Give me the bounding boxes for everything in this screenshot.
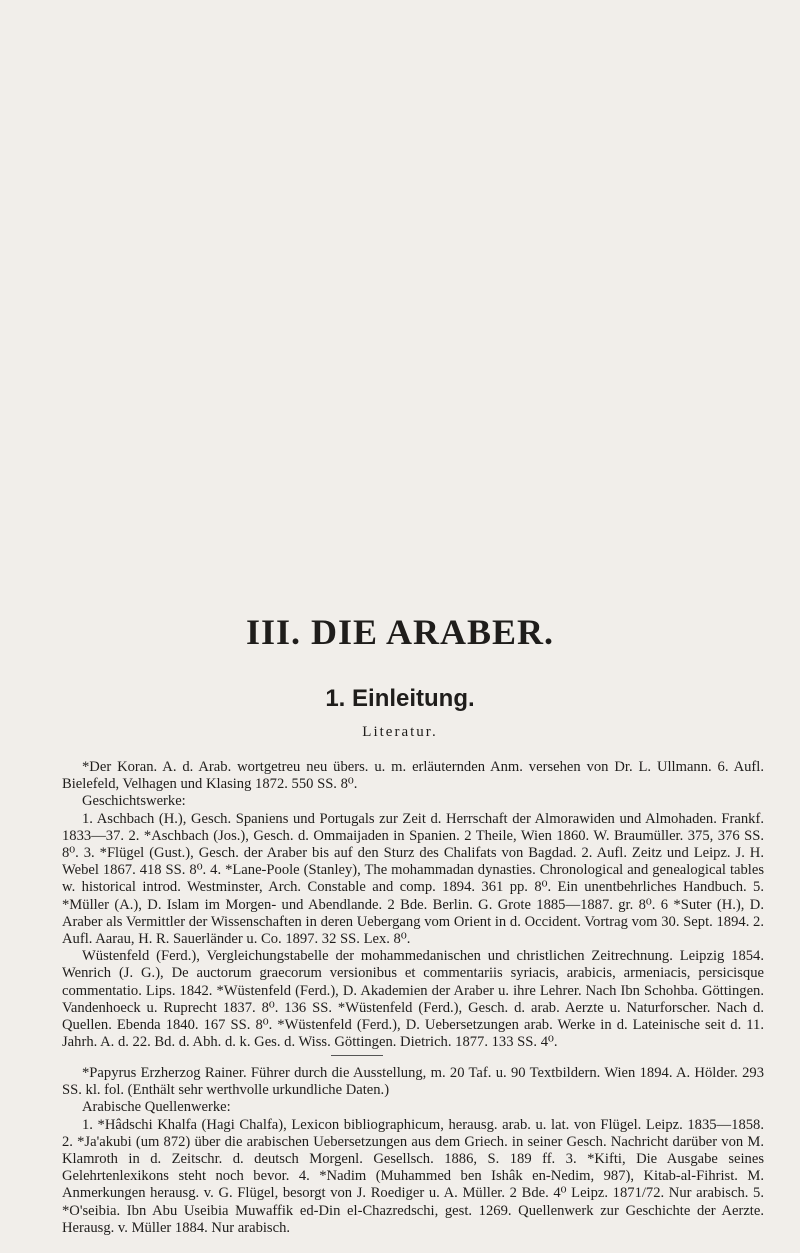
geschichtswerke-entries: 1. Aschbach (H.), Gesch. Spaniens und Portugals zur Zeit d. Herrschaft der Almorawiden und Almohaden. Frankf. 1833—37. 2. *Aschbach (Jos.), Gesch. d. Ommaijaden in Spanien. 2 Theile, Wien 1860. W. Braumüller. 375, 376 SS. 8⁰. 3. *Flügel (Gust.), Gesch. der Araber bis auf den Sturz des Chalifats von Bagdad. 2. Aufl. Zeitz und Leipz. J. H. Webel 1867. 418 SS. 8⁰. 4. *Lane-Poole (Stanley), The mohammadan dynasties. Chronological and genealogical tables w. historical introd. Westminster, Arch. Constable and comp. 1894. 361 pp. 8⁰. Ein unentbehrliches Handbuch. 5. *Müller (A.), D. Islam im Morgen- und Abendlande. 2 Bde. Berlin. G. Grote 1885—1887. gr. 8⁰. 6 *Suter (H.), D. Araber als Vermittler der Wissenschaften in deren Uebergang vom Orient in d. Occident. Vortrag vom 30. Sept. 1894. 2. Aufl. Aarau, H. R. Sauerländer u. Co. 1897. 32 SS. Lex. 8⁰. xyxy=(62,810,764,948)
literatur-heading: Literatur. xyxy=(362,724,438,740)
quellenwerke-heading: Arabische Quellenwerke: xyxy=(82,1099,231,1116)
bibliography-block-1 xyxy=(62,759,764,1051)
quellenwerke-entries: 1. *Hâdschi Khalfa (Hagi Chalfa), Lexicon bibliographicum, herausg. arab. u. lat. von Flügel. Leipz. 1835—1858. 2. *Ja'akubi (um 872) über die arabischen Uebersetzungen aus dem Griech. in seiner Gesch. Nachricht darüber von M. Klamroth in d. Zeitschr. d. deutsch Morgenl. Gesellsch. 1886, S. 189 ff. 3. *Kifti, Die Ausgabe seines Gelehrtenlexikons steht noch bevor. 4. *Nadim (Muhammed ben Ishâk en-Nedim, 987), Kitab-al-Fihrist. M. Anmerkungen herausg. v. G. Flügel, besorgt von J. Roediger u. A. Müller. 2 Bde. 4⁰ Leipz. 1871/72. Nur arabisch. 5. *O'seibia. Ibn Abu Useibia Muwaffik ed-Din el-Chazredschi, gest. 1269. Quellenwerk zur Geschichte der Aerzte. Herausg. v. Müller 1884. Nur arabisch. xyxy=(62,1116,764,1236)
bibliography-block-2 xyxy=(62,1065,764,1237)
wuestenfeld-entries: Wüstenfeld (Ferd.), Vergleichungstabelle der mohammedanischen und christlichen Zeitrechnung. Leipzig 1854. Wenrich (J. G.), De auctorum graecorum versionibus et commentariis syriacis, arabicis, armeniacis, persicisque commentatio. Lips. 1842. *Wüstenfeld (Ferd.), D. Akademien der Araber u. ihre Lehrer. Nach Ibn Schohba. Göttingen. Vandenhoeck u. Ruprecht 1837. 8⁰. 136 SS. *Wüstenfeld (Ferd.), Gesch. d. arab. Aerzte u. Naturforscher. Nach d. Quellen. Ebenda 1840. 167 SS. 8⁰. *Wüstenfeld (Ferd.), D. Uebersetzungen arab. Werke in d. Lateinische seit d. 11. Jahrh. A. d. 22. Bd. d. Abh. d. k. Ges. d. Wiss. Göttingen. Dietrich. 1877. 133 SS. 4⁰. xyxy=(62,948,764,1051)
separator-rule xyxy=(331,1055,383,1056)
chapter-title: III. DIE ARABER. xyxy=(245,612,555,652)
koran-entry: *Der Koran. A. d. Arab. wortgetreu neu übers. u. m. erläuternden Anm. versehen von Dr. L. Ullmann. 6. Aufl. Bielefeld, Velhagen und Klasing 1872. 550 SS. 8⁰. xyxy=(62,759,764,793)
papyrus-entry: *Papyrus Erzherzog Rainer. Führer durch die Ausstellung, m. 20 Taf. u. 90 Textbildern. Wien 1894. A. Hölder. 293 SS. kl. fol. (Enthält sehr werthvolle urkundliche Daten.) xyxy=(62,1065,764,1099)
geschichtswerke-heading: Geschichtswerke: xyxy=(82,793,186,810)
section-title: 1. Einleitung. xyxy=(325,685,475,712)
